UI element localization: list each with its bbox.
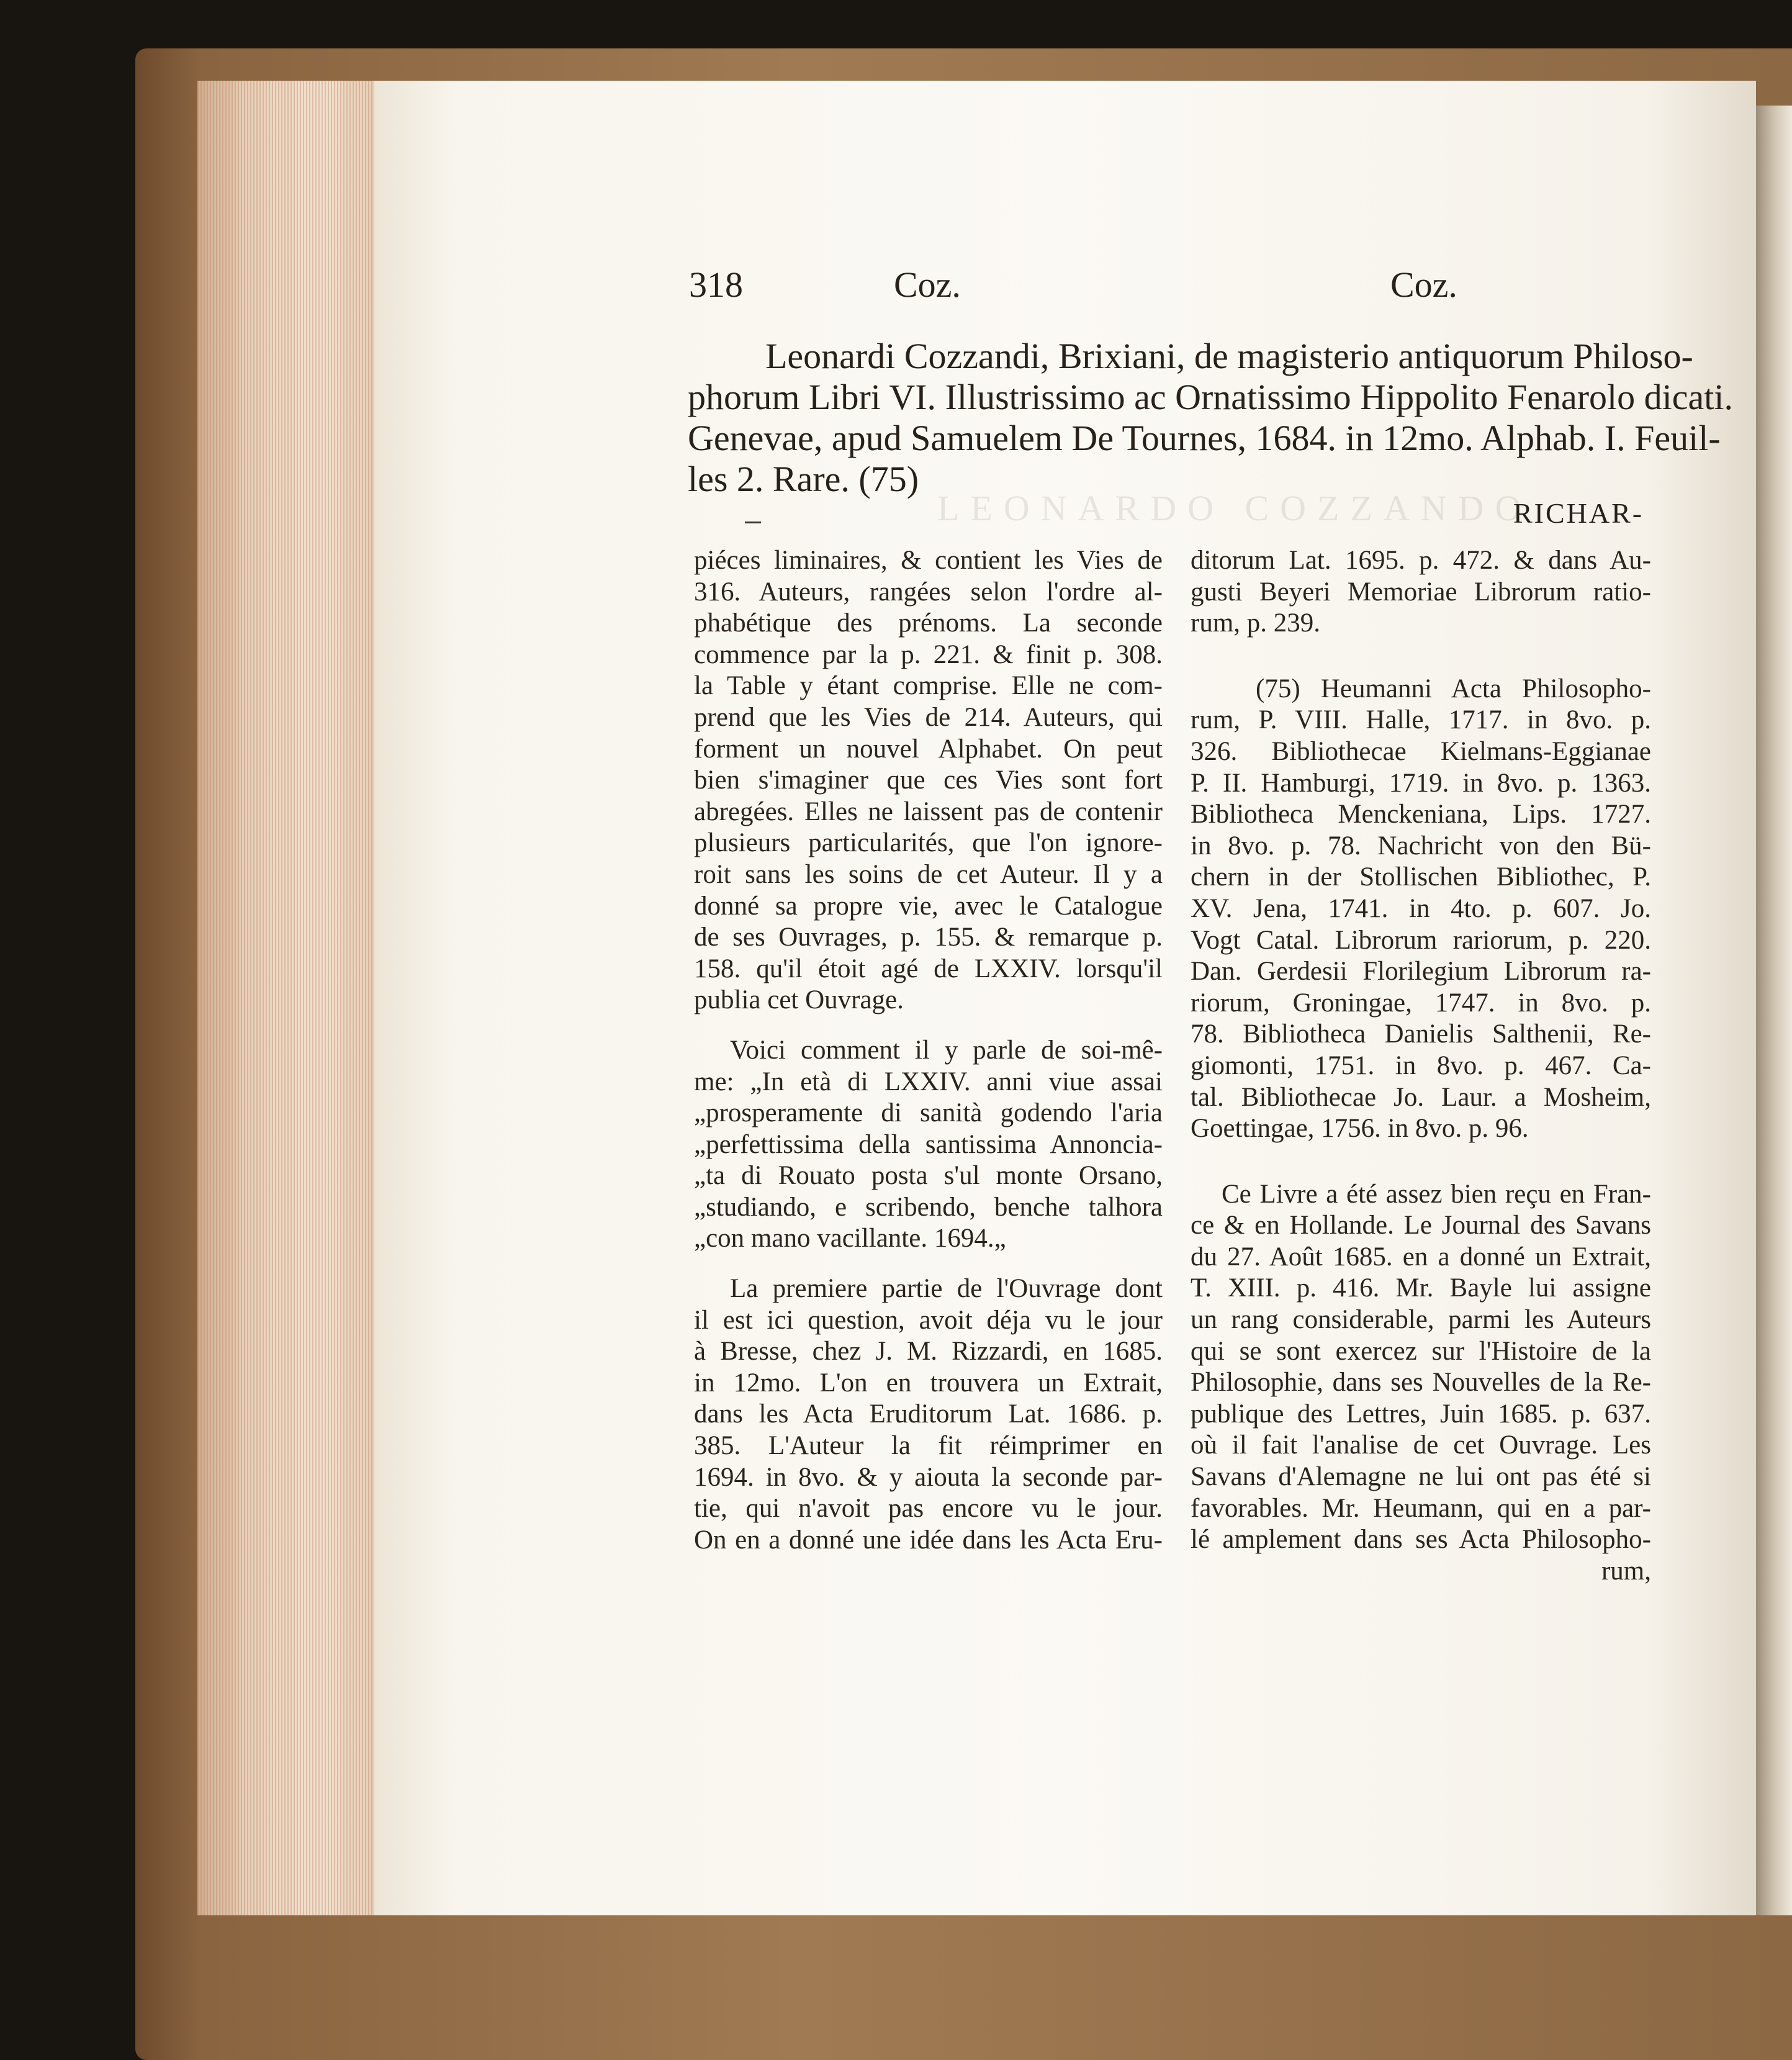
facing-page-gutter: [1756, 106, 1792, 1915]
text-line: publique des Lettres, Juin 1685. p. 637.: [1191, 1399, 1651, 1429]
running-head-right: Coz.: [1390, 264, 1457, 305]
text-line: Bibliotheca Menckeniana, Lips. 1727.: [1191, 800, 1651, 829]
text-line: plusieurs particularités, que l'on ignore-: [694, 828, 1163, 858]
rule-mark: [745, 522, 761, 523]
text-line: dans les Acta Eruditorum Lat. 1686. p.: [694, 1399, 1163, 1429]
text-line: 326. Bibliothecae Kielmans-Eggianae: [1191, 736, 1651, 766]
paragraph-gap: [694, 1255, 1163, 1273]
text-line: XV. Jena, 1741. in 4to. p. 607. Jo.: [1191, 893, 1651, 923]
page-number: 318: [689, 264, 743, 305]
left-column: [694, 545, 1163, 1556]
paragraph-gap: [694, 1016, 1163, 1035]
running-head-left: Coz.: [894, 264, 961, 305]
text-line: phabétique des prénoms. La seconde: [694, 608, 1163, 638]
text-line: rum, p. 239.: [1191, 608, 1321, 638]
text-line: gusti Beyeri Memoriae Librorum ratio-: [1191, 577, 1651, 607]
left-paragraph-2: [694, 1035, 1163, 1255]
text-line: tie, qui n'avoit pas encore vu le jour.: [694, 1494, 1163, 1524]
left-paragraph-3: [694, 1273, 1163, 1556]
text-line: Vogt Catal. Librorum rariorum, p. 220.: [1191, 925, 1651, 955]
catchword-top: RICHAR-: [1513, 497, 1644, 529]
text-line: forment un nouvel Alphabet. On peut: [694, 734, 1163, 764]
text-line: ditorum Lat. 1695. p. 472. & dans Au-: [1191, 546, 1651, 575]
paragraph-gap: [1191, 639, 1651, 674]
text-line: 385. L'Auteur la fit réimprimer en: [694, 1431, 1163, 1461]
text-line: donné sa propre vie, avec le Catalogue: [694, 891, 1163, 921]
entry-title-line: Genevae, apud Samuelem De Tournes, 1684. in 12mo. Alphab. I. Feuil-: [688, 418, 1721, 458]
text-line: riorum, Groningae, 1747. in 8vo. p.: [1191, 988, 1651, 1018]
right-paragraph-2: [1191, 674, 1651, 1145]
entry-title: [688, 335, 1733, 499]
text-line: T. XIII. p. 416. Mr. Bayle lui assigne: [1191, 1273, 1651, 1303]
text-line: lé amplement dans ses Acta Philosopho-: [1191, 1525, 1651, 1555]
text-line: Ce Livre a été assez bien reçu en Fran-: [1222, 1179, 1651, 1209]
text-line: à Bresse, chez J. M. Rizzardi, en 1685.: [694, 1337, 1163, 1367]
entry-title-line: Leonardi Cozzandi, Brixiani, de magisterio antiquorum Philoso-: [765, 336, 1693, 376]
paragraph-gap: [1191, 1145, 1651, 1179]
text-line: „ta di Rouato posta s'ul monte Orsano,: [694, 1161, 1163, 1191]
text-line: la Table y étant comprise. Elle ne com-: [694, 671, 1163, 701]
text-line: in 8vo. p. 78. Nachricht von den Bü-: [1191, 831, 1651, 861]
right-paragraph-1: [1191, 545, 1651, 639]
text-line: favorables. Mr. Heumann, qui en a par-: [1191, 1493, 1651, 1523]
text-line: Goettingae, 1756. in 8vo. p. 96.: [1191, 1114, 1529, 1144]
text-line: 316. Auteurs, rangées selon l'ordre al-: [694, 577, 1163, 607]
text-line: in 12mo. L'on en trouvera un Extrait,: [694, 1368, 1163, 1398]
text-line: commence par la p. 221. & finit p. 308.: [694, 639, 1163, 669]
text-line: giomonti, 1751. in 8vo. p. 467. Ca-: [1191, 1050, 1651, 1080]
text-line: tal. Bibliothecae Jo. Laur. a Mosheim,: [1191, 1082, 1651, 1112]
text-line: La premiere partie de l'Ouvrage dont: [730, 1274, 1163, 1304]
text-line: Savans d'Alemagne ne lui ont pas été si: [1191, 1462, 1651, 1492]
text-line: prend que les Vies de 214. Auteurs, qui: [694, 702, 1163, 732]
text-line: roit sans les soins de cet Auteur. Il y a: [694, 859, 1163, 889]
text-line: bien s'imaginer que ces Vies sont fort: [694, 766, 1163, 795]
text-line: ce & en Hollande. Le Journal des Savans: [1191, 1211, 1651, 1240]
text-line: Dan. Gerdesii Florilegium Librorum ra-: [1191, 957, 1651, 987]
text-line: de ses Ouvrages, p. 155. & remarque p.: [694, 923, 1163, 952]
text-line: publia cet Ouvrage.: [694, 985, 904, 1015]
text-line: „perfettissima della santissima Annoncia-: [694, 1129, 1163, 1159]
text-line: me: „In età di LXXIV. anni viue assai: [694, 1067, 1163, 1096]
text-line: On en a donné une idée dans les Acta Eru-: [694, 1525, 1163, 1555]
text-line: „con mano vacillante. 1694.„: [694, 1224, 1006, 1254]
right-paragraph-3: [1191, 1179, 1651, 1588]
text-line: 78. Bibliotheca Danielis Salthenii, Re-: [1191, 1019, 1651, 1049]
text-line: 1694. in 8vo. & y aiouta la seconde par-: [694, 1462, 1163, 1492]
text-line: qui se sont exercez sur l'Histoire de la: [1191, 1336, 1651, 1366]
right-column: [1191, 545, 1651, 1587]
text-line: piéces liminaires, & contient les Vies de: [694, 546, 1163, 575]
text-line: 158. qu'il étoit agé de LXXIV. lorsqu'il: [694, 954, 1163, 983]
entry-title-line: phorum Libri VI. Illustrissimo ac Ornatissimo Hippolito Fenarolo dicati.: [688, 377, 1733, 417]
text-line: „prosperamente di sanità godendo l'aria: [694, 1098, 1163, 1128]
catchword: rum,: [1601, 1556, 1651, 1586]
text-line: un rang considerable, parmi les Auteurs: [1191, 1305, 1651, 1335]
text-line: abregées. Elles ne laissent pas de contenir: [694, 797, 1163, 826]
entry-title-line: les 2. Rare. (75): [688, 459, 919, 499]
text-line: P. II. Hamburgi, 1719. in 8vo. p. 1363.: [1191, 768, 1651, 798]
text-line: chern in der Stollischen Bibliothec, P.: [1191, 862, 1651, 892]
text-line: Voici comment il y parle de soi-mê-: [730, 1035, 1163, 1065]
text-line: où il fait l'analise de cet Ouvrage. Les: [1191, 1430, 1651, 1460]
text-line: il est ici question, avoit déja vu le jour: [694, 1305, 1163, 1335]
text-line: rum, P. VIII. Halle, 1717. in 8vo. p.: [1191, 705, 1651, 735]
show-through-text: LEONARDO COZZANDO: [937, 488, 1533, 528]
text-line: du 27. Août 1685. en a donné un Extrait,: [1191, 1242, 1651, 1272]
page-block-edge: [197, 81, 376, 1915]
text-line: „studiando, e scribendo, benche talhora: [694, 1192, 1163, 1222]
text-line: (75) Heumanni Acta Philosopho-: [1256, 674, 1651, 703]
text-line: Philosophie, dans ses Nouvelles de la Re-: [1191, 1368, 1651, 1398]
left-paragraph-1: [694, 545, 1163, 1016]
